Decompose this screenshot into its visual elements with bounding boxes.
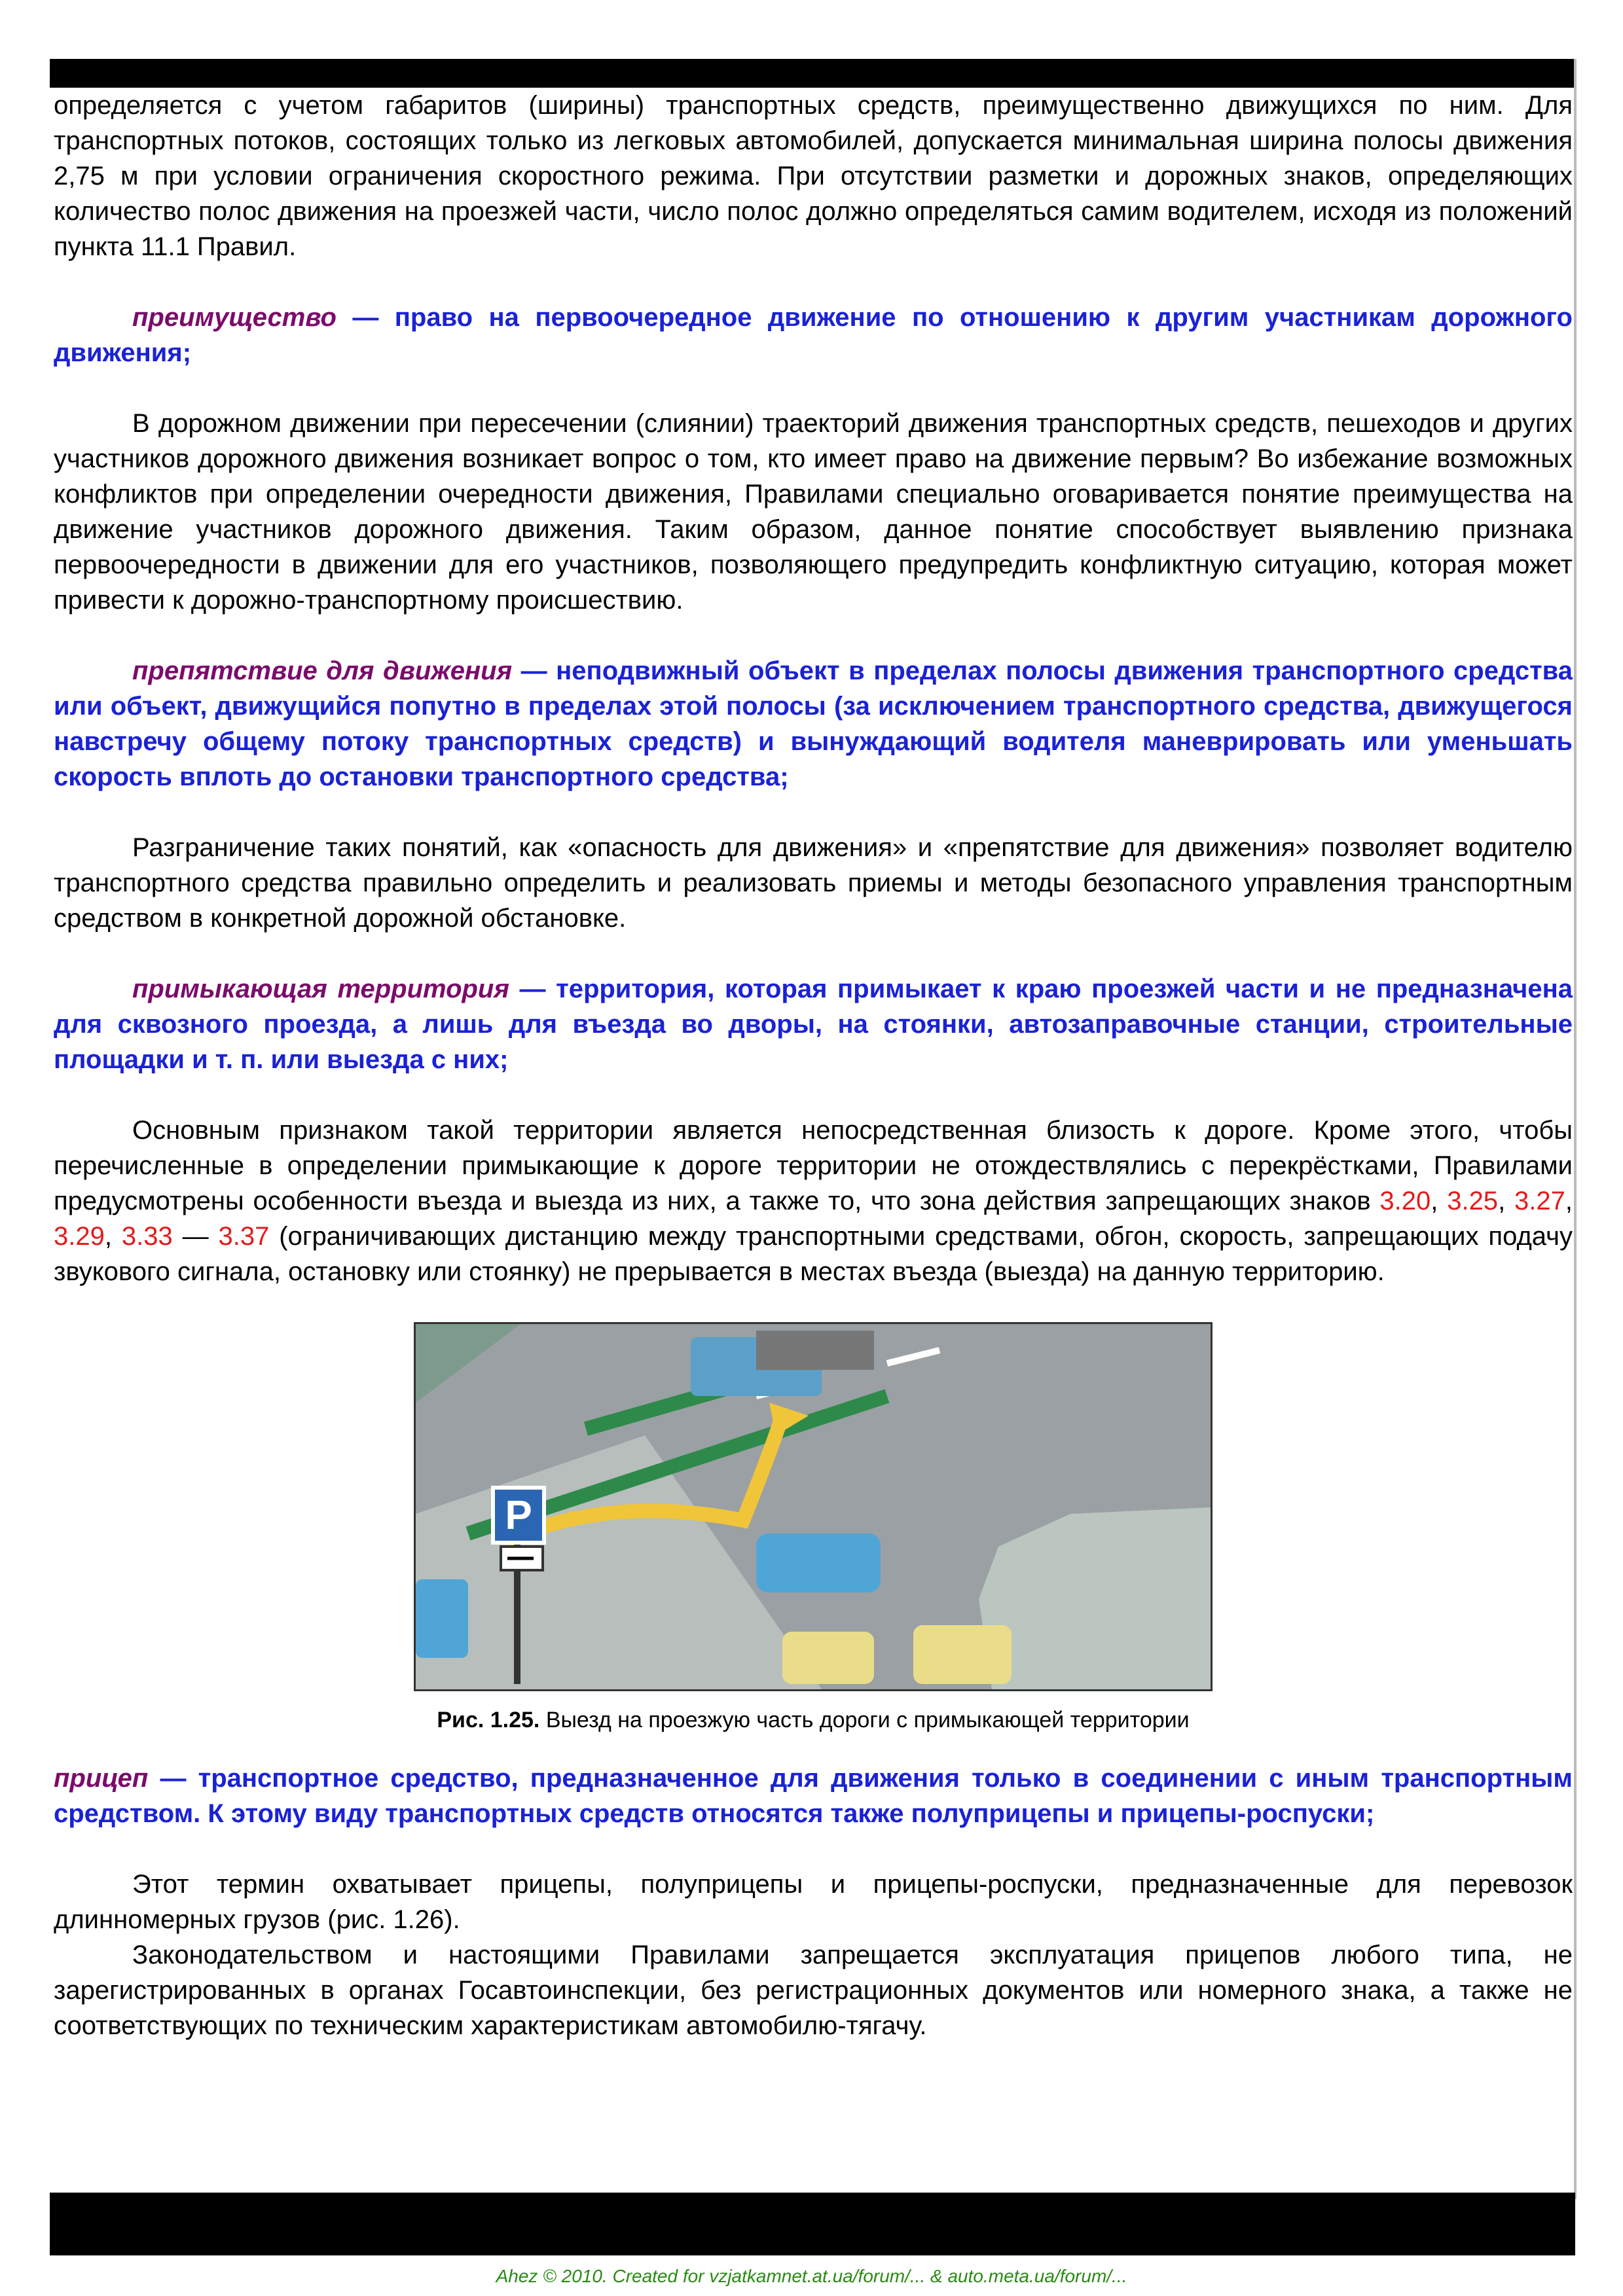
paragraph-priority-explanation: В дорожном движении при пересечении (слиянии) траекторий движения транспортных средств, пешеходов и других участников дорожного движения возникает вопрос о том, кто имеет право на движение первым? Во избежание возможных конфликтов при определении очередности движения, Правилами специально оговаривается понятие преимущества на движение участников дорожного движения. Таким образом, данное понятие способствует выявлению признака первоочередности в движении для его участников, позволяющего предупредить конфликтную ситуацию, которая может привести к дорожно-транспортному происшествию.	[54, 409, 1573, 615]
yellow-car	[913, 1625, 1012, 1684]
sign-link-3-37[interactable]: 3.37	[218, 1222, 270, 1251]
blue-car	[756, 1534, 881, 1592]
paragraph-trailer-explanation: Этот термин охватывает прицепы, полуприцепы и прицепы-роспуски, предназначенные для перевозок длинномерных грузов (рис. 1.26).	[54, 1870, 1573, 1934]
separator: ,	[1565, 1187, 1573, 1215]
page-content	[54, 88, 1573, 2043]
sign-link-3-27[interactable]: 3.27	[1514, 1187, 1565, 1215]
definition-adjacent-territory	[54, 971, 1573, 1077]
text-segment: Основным признаком такой территории является непосредственная близость к дороге. Кроме этого, чтобы перечисленные в определении примыкающие к дороге территории не отождествлялись с перекрёстками, Правилами предусмотрены особенности въезда и выезда из них, а также то, что зона действия запрещающих знаков	[54, 1116, 1573, 1215]
definition-obstacle	[54, 653, 1573, 795]
top-bar	[50, 59, 1575, 88]
definition-text-priority: — право на первоочередное движение по отношению к другим участникам дорожного движения;	[54, 303, 1573, 367]
separator: ,	[1498, 1187, 1514, 1215]
road-scene-illustration	[416, 1324, 1211, 1689]
figure-caption	[54, 1706, 1573, 1734]
paragraph-adjacent-territory-explanation	[54, 1113, 1573, 1289]
definition-priority	[54, 300, 1573, 370]
definition-text-adjacent-territory: — территория, которая примыкает к краю проезжей части и не предназначена для сквозного проезда, а лишь для въезда во дворы, на стоянки, автозаправочные станции, строительные площадки и т. п. или выезда с них;	[54, 975, 1573, 1074]
separator: —	[172, 1222, 219, 1251]
term-priority: преимущество	[132, 303, 337, 332]
paragraph-obstacle-explanation: Разграничение таких понятий, как «опасность для движения» и «препятствие для движения» позволяет водителю транспортного средства правильно определить и реализовать приемы и методы безопасного управления транспортным средством в конкретной дорожной обстановке.	[54, 833, 1573, 933]
right-border-line	[1574, 59, 1577, 2199]
bottom-bar	[50, 2193, 1575, 2255]
text-segment: (ограничивающих дистанцию между транспортными средствами, обгон, скорость, запрещающих подачу звукового сигнала, остановку или стоянку) не прерывается в местах въезда (выезда) на данную территорию.	[54, 1222, 1573, 1286]
yellow-car	[782, 1632, 874, 1684]
white-car	[416, 1579, 468, 1658]
definition-text-obstacle: — неподвижный объект в пределах полосы движения транспортного средства или объект, движущийся попутно в пределах этой полосы (за исключением транспортного средства, движущегося навстречу общему потоку транспортных средств) и вынуждающий водителя маневрировать или уменьшать скорость вплоть до остановки транспортного средства;	[54, 656, 1573, 791]
definition-text-trailer: — транспортное средство, предназначенное для движения только в соединении с иным транспортным средством. К этому виду транспортных средств относятся также полуприцепы и прицепы-роспуски;	[54, 1764, 1573, 1828]
figure-caption-text: Выезд на проезжую часть дороги с примыкающей территории	[539, 1708, 1190, 1732]
sign-link-3-20[interactable]: 3.20	[1379, 1187, 1431, 1215]
term-adjacent-territory: примыкающая территория	[132, 975, 509, 1003]
sign-link-3-29[interactable]: 3.29	[54, 1222, 105, 1251]
separator: ,	[104, 1222, 122, 1251]
footer-text: Ahez © 2010. Created for vzjatkamnet.at.ua/forum/... & auto.meta.ua/forum/...	[496, 2266, 1127, 2286]
sign-link-3-25[interactable]: 3.25	[1447, 1187, 1499, 1215]
definition-trailer	[54, 1761, 1573, 1831]
term-obstacle: препятствие для движения	[132, 656, 513, 685]
figure-illustration	[414, 1322, 1213, 1691]
term-trailer: прицеп	[54, 1764, 149, 1793]
parking-sign-letter: P	[505, 1493, 532, 1538]
separator: ,	[1431, 1187, 1448, 1215]
sign-link-3-33[interactable]: 3.33	[121, 1222, 173, 1251]
paragraph-lane-width: определяется с учетом габаритов (ширины) транспортных средств, преимущественно движущихся по ним. Для транспортных потоков, состоящих только из легковых автомобилей, допускается минимальная ширина полосы движения 2,75 м при условии ограничения скоростного режима. При отсутствии разметки и дорожных знаков, определяющих количество полос движения на проезжей части, число полос должно определяться самим водителем, исходя из положений пункта 11.1 Правил.	[54, 91, 1573, 261]
figure-caption-label: Рис. 1.25.	[437, 1708, 540, 1732]
paragraph-trailer-law: Законодательством и настоящими Правилами запрещается эксплуатация прицепов любого типа, не зарегистрированных в органах Госавтоинспекции, без регистрационных документов или номерного знака, а также не соответствующих по техническим характеристикам автомобилю-тягачу.	[54, 1941, 1573, 2040]
truck-body	[756, 1331, 874, 1370]
